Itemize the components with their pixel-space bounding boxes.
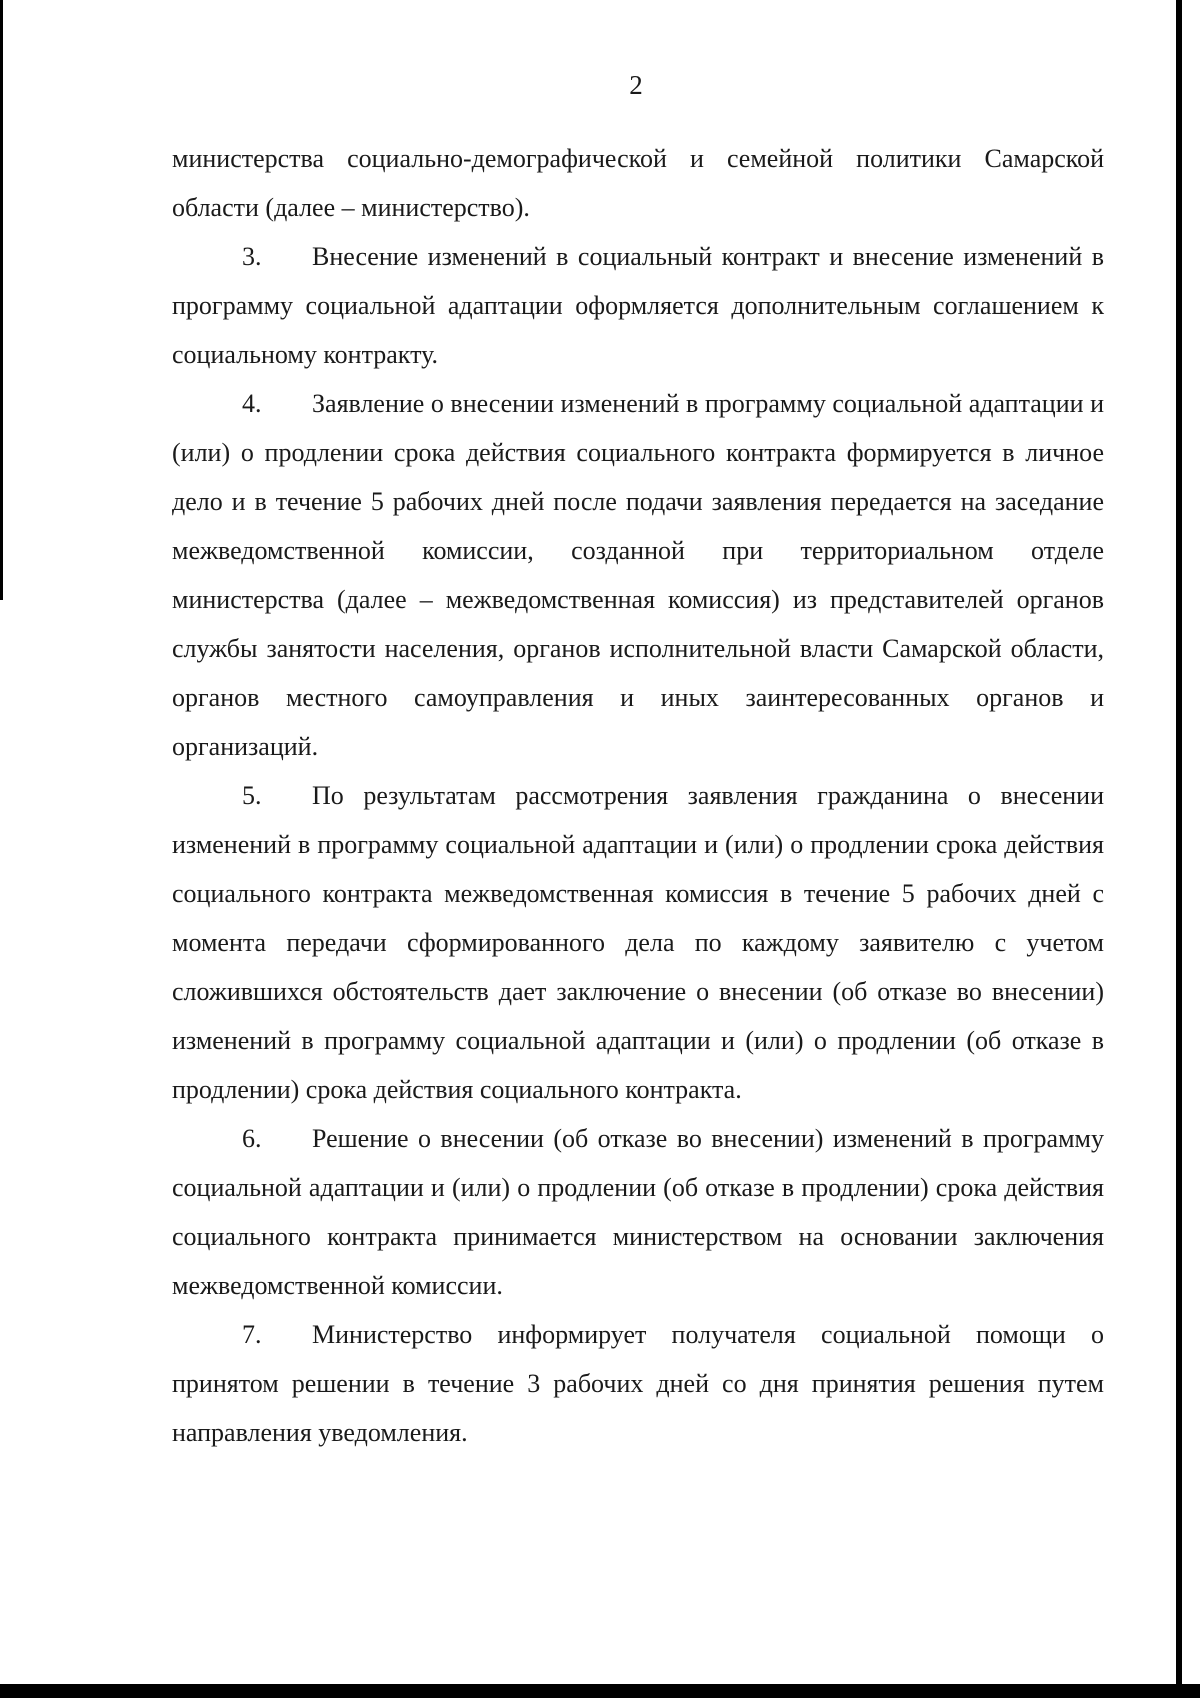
paragraph-text: Внесение изменений в социальный контракт и внесение изменений в программу социальной адаптации оформляется дополнительным соглашением к социальному контракту. xyxy=(172,242,1104,369)
page-number: 2 xyxy=(629,70,643,100)
scan-edge-bottom xyxy=(0,1684,1200,1698)
paragraph-text: Министерство информирует получателя социальной помощи о принятом решении в течение 3 рабочих дней со дня принятия решения путем направления уведомления. xyxy=(172,1320,1104,1447)
paragraph-text: Решение о внесении (об отказе во внесении) изменений в программу социальной адаптации и (или) о продлении (об отказе в продлении) срока действия социального контракта принимается министерством на основании заключения межведомственной комиссии. xyxy=(172,1124,1104,1300)
paragraph-number: 4. xyxy=(242,389,262,418)
paragraph-6 xyxy=(172,1114,1104,1310)
paragraph-text: министерства социально-демографической и семейной политики Самарской области (далее – министерство). xyxy=(172,144,1104,222)
paragraph-5 xyxy=(172,771,1104,1114)
paragraph-number: 6. xyxy=(242,1124,262,1153)
paragraph-7 xyxy=(172,1310,1104,1457)
paragraph-3 xyxy=(172,232,1104,379)
paragraph-4 xyxy=(172,379,1104,771)
document-body xyxy=(172,134,1104,1457)
paragraph-number: 5. xyxy=(242,781,262,810)
paragraph-text: По результатам рассмотрения заявления гражданина о внесении изменений в программу социальной адаптации и (или) о продлении срока действия социального контракта межведомственная комиссия в течение 5 рабочих дней с момента передачи сформированного дела по каждому заявителю с учетом сложившихся обстоятельств дает заключение о внесении (об отказе во внесении) изменений в программу социальной адаптации и (или) о продлении (об отказе в продлении) срока действия социального контракта. xyxy=(172,781,1104,1104)
paragraph-number: 3. xyxy=(242,242,262,271)
scan-edge-right xyxy=(1176,0,1182,1698)
paragraph-text: Заявление о внесении изменений в программу социальной адаптации и (или) о продлении срока действия социального контракта формируется в личное дело и в течение 5 рабочих дней после подачи заявления передается на заседание межведомственной комиссии, созданной при территориальном отделе министерства (далее – межведомственная комиссия) из представителей органов службы занятости населения, органов исполнительной власти Самарской области, органов местного самоуправления и иных заинтересованных органов и организаций. xyxy=(172,389,1104,761)
paragraph-number: 7. xyxy=(242,1320,262,1349)
paragraph-continuation xyxy=(172,134,1104,232)
